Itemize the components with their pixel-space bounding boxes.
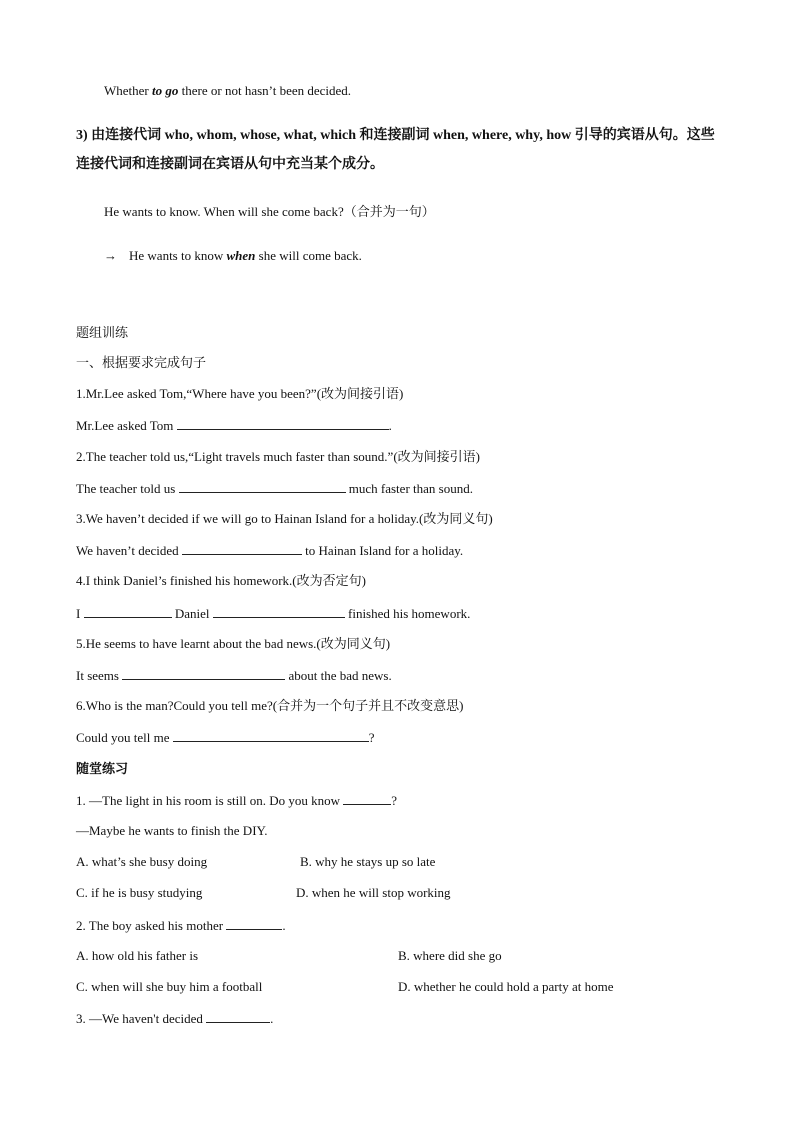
mc1-question-text: 1. —The light in his room is still on. Do you know: [76, 793, 344, 808]
example-arrow-emph: when: [226, 248, 256, 263]
answer-3-blank[interactable]: [182, 542, 302, 555]
example-whether-pre: Whether: [104, 83, 153, 98]
question-3: 3.We haven’t decided if we will go to Hainan Island for a holiday.(改为同义句): [76, 511, 493, 526]
question-4: 4.I think Daniel’s finished his homework.(改为否定句): [76, 573, 366, 588]
mc2-option-a[interactable]: A. how old his father is: [76, 948, 199, 963]
answer-3-pre: We haven’t decided: [76, 543, 182, 558]
mc1-option-a[interactable]: A. what’s she busy doing: [76, 854, 208, 869]
mc2-question-text: 2. The boy asked his mother: [76, 918, 227, 933]
mc1-question: [76, 792, 397, 809]
answer-4-blank-1[interactable]: [84, 605, 172, 618]
answer-6-pre: Could you tell me: [76, 730, 173, 745]
mc2-option-b[interactable]: B. where did she go: [398, 948, 502, 963]
answer-2: [76, 480, 473, 497]
answer-1: [76, 417, 392, 434]
answer-4-mid: Daniel: [171, 606, 213, 621]
example-arrow-line: [104, 248, 362, 264]
answer-3-post: to Hainan Island for a holiday.: [301, 543, 464, 558]
mc2-question: [76, 917, 286, 934]
mc1-option-d[interactable]: D. when he will stop working: [296, 885, 451, 900]
answer-1-post: .: [388, 418, 392, 433]
answer-1-blank[interactable]: [177, 417, 389, 430]
mc3-question-text: 3. —We haven't decided: [76, 1011, 207, 1026]
answer-2-blank[interactable]: [179, 480, 346, 493]
answer-5-pre: It seems: [76, 668, 123, 683]
section3-line1: 3) 由连接代词 who, whom, whose, what, which 和连接副词 when, where, why, how 引导的宾语从句。这些: [76, 128, 715, 143]
answer-4-pre: I: [76, 606, 84, 621]
example-whether: [104, 83, 351, 99]
answer-6-post: ?: [368, 730, 375, 745]
mc2-question-end: .: [282, 918, 286, 933]
practice-title: 随堂练习: [76, 761, 129, 776]
group-title: 题组训练: [76, 325, 129, 340]
answer-4-post: finished his homework.: [344, 606, 471, 621]
mc2-option-c[interactable]: C. when will she buy him a football: [76, 979, 263, 994]
answer-6: [76, 729, 375, 746]
answer-4-blank-2[interactable]: [213, 605, 345, 618]
answer-3: [76, 542, 463, 559]
example-whether-post: there or not hasn’t been decided.: [178, 83, 352, 98]
mc3-question: [76, 1010, 273, 1027]
question-6: 6.Who is the man?Could you tell me?(合并为一个句子并且不改变意思): [76, 698, 464, 713]
mc1-option-c[interactable]: C. if he is busy studying: [76, 885, 203, 900]
example-wants-to-know: He wants to know. When will she come back?（合并为一句）: [104, 204, 435, 219]
example-arrow-pre: He wants to know: [129, 248, 227, 263]
answer-2-pre: The teacher told us: [76, 481, 179, 496]
answer-1-pre: Mr.Lee asked Tom: [76, 418, 177, 433]
section3-line2: 连接代词和连接副词在宾语从句中充当某个成分。: [76, 157, 384, 172]
mc1-option-b[interactable]: B. why he stays up so late: [300, 854, 436, 869]
answer-5: [76, 667, 392, 684]
answer-5-blank[interactable]: [122, 667, 285, 680]
mc2-option-d[interactable]: D. whether he could hold a party at home: [398, 979, 614, 994]
example-arrow-post: she will come back.: [255, 248, 362, 263]
mc3-question-end: .: [270, 1011, 274, 1026]
mc3-blank[interactable]: [206, 1010, 270, 1023]
answer-5-post: about the bad news.: [285, 668, 392, 683]
mc1-question-end: ?: [391, 793, 398, 808]
mc2-blank[interactable]: [226, 917, 282, 930]
question-1: 1.Mr.Lee asked Tom,“Where have you been?”(改为间接引语): [76, 386, 404, 401]
answer-2-post: much faster than sound.: [345, 481, 473, 496]
question-2: 2.The teacher told us,“Light travels much faster than sound.”(改为间接引语): [76, 449, 480, 464]
mc1-blank[interactable]: [343, 792, 391, 805]
arrow-icon: →: [104, 248, 117, 263]
question-5: 5.He seems to have learnt about the bad news.(改为同义句): [76, 636, 391, 651]
mc1-reply: —Maybe he wants to finish the DIY.: [76, 823, 268, 838]
answer-6-blank[interactable]: [173, 729, 369, 742]
example-whether-emph: to go: [152, 83, 179, 98]
answer-4: [76, 605, 470, 622]
part1-title: 一、根据要求完成句子: [76, 355, 207, 370]
